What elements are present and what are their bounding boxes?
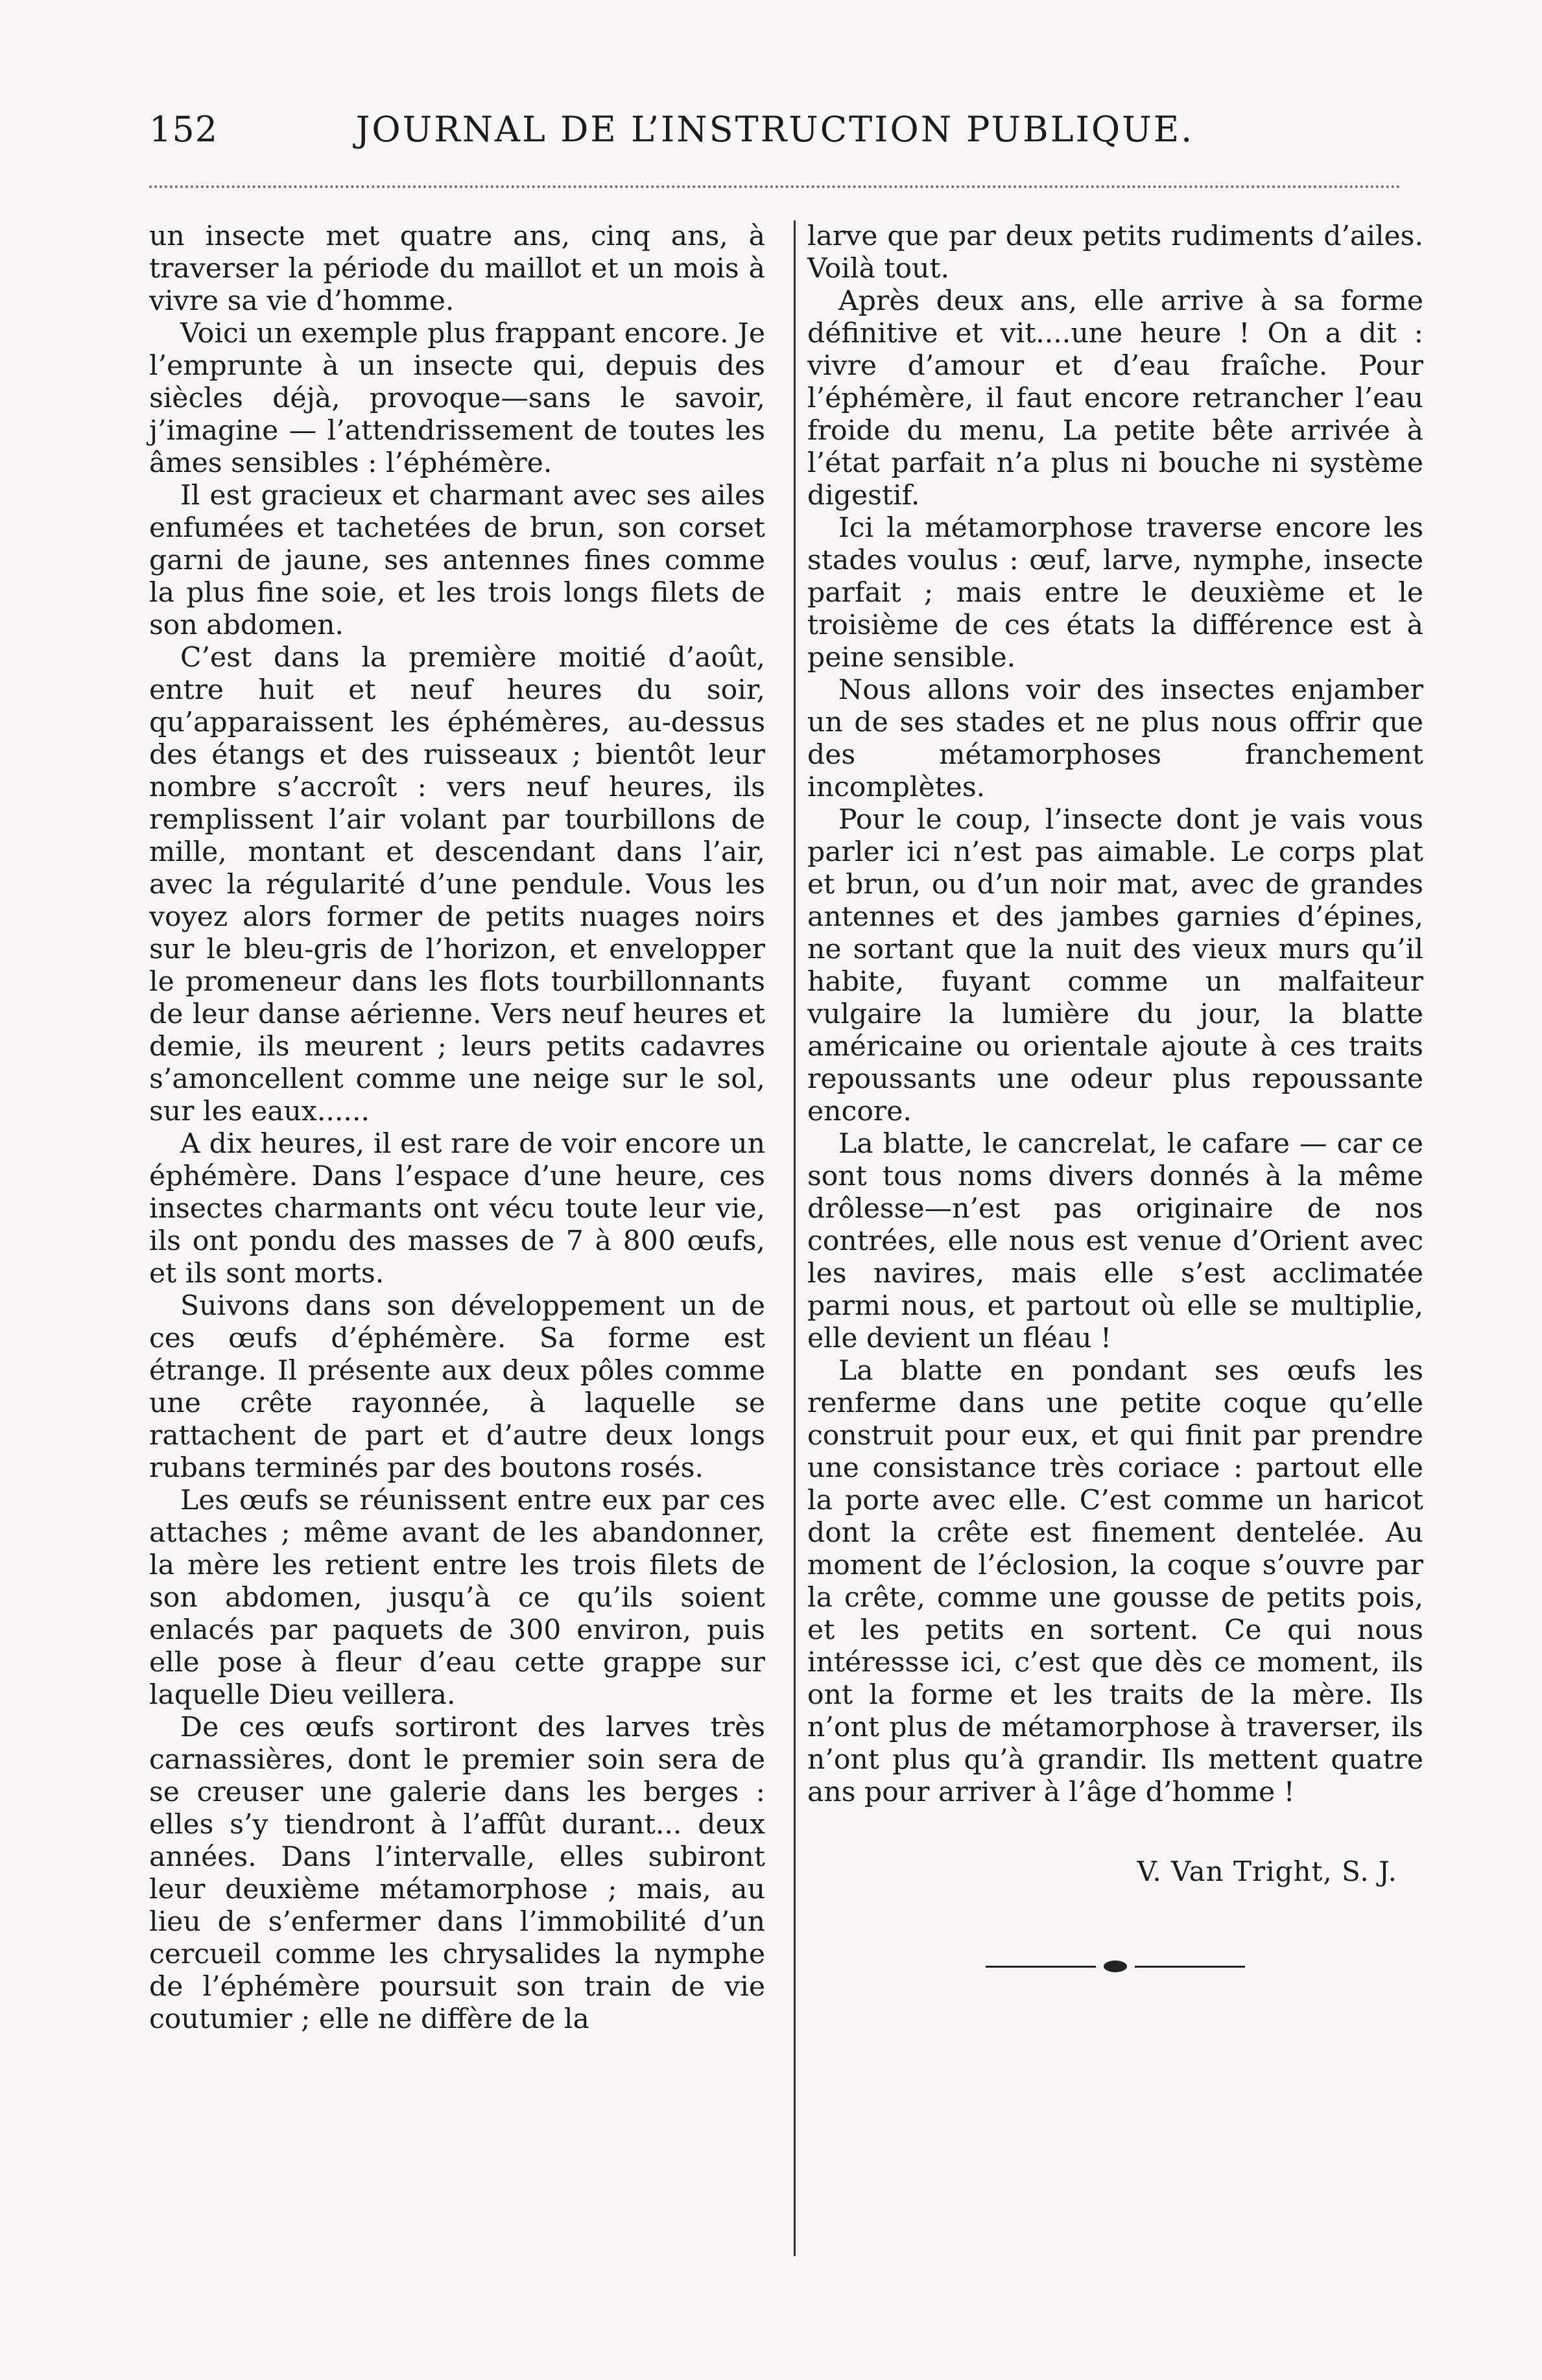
paragraph: Pour le coup, l’insecte dont je vais vous parler ici n’est pas aimable. Le corps plat et brun, ou d’un noir mat, avec de grandes antennes et des jambes garnies d’épines, ne sortant que la nuit des vieux murs qu’il habite, fuyant comme un malfaiteur vulgaire la lumière du jour, la blatte américaine ou orientale ajoute à ces traits repoussants une odeur plus repoussante encore. (807, 804, 1423, 1127)
paragraph: Suivons dans son développement un de ces œufs d’éphémère. Sa forme est étrange. Il présente aux deux pôles comme une crête rayonnée, à laquelle se rattachent de part et d’autre deux longs rubans terminés par des boutons rosés. (149, 1290, 765, 1484)
paragraph: A dix heures, il est rare de voir encore un éphémère. Dans l’espace d’une heure, ces insectes charmants ont vécu toute leur vie, ils ont pondu des masses de 7 à 800 œufs, et ils sont morts. (149, 1128, 765, 1290)
paragraph: C’est dans la première moitié d’août, entre huit et neuf heures du soir, qu’apparaissent les éphémères, au-dessus des étangs et des ruisseaux ; bientôt leur nombre s’accroît : vers neuf heures, ils remplissent l’air volant par tourbillons de mille, montant et descendant dans l’air, avec la régularité d’une pendule. Vous les voyez alors former de petits nuages noirs sur le bleu-gris de l’horizon, et envelopper le promeneur dans les flots tourbillonnants de leur danse aérienne. Vers neuf heures et demie, ils meurent ; leurs petits cadavres s’amoncellent comme une neige sur le sol, sur les eaux...... (149, 642, 765, 1127)
paragraph: Nous allons voir des insectes enjamber un de ses stades et ne plus nous offrir que des métamorphoses franchement incomplètes. (807, 674, 1423, 803)
paragraph: La blatte, le cancrelat, le cafare — car ce sont tous noms divers donnés à la même drôlesse—n’est pas originaire de nos contrées, elle nous est venue d’Orient avec les navires, mais elle s’est acclimatée parmi nous, et partout où elle se multiplie, elle devient un fléau ! (807, 1128, 1423, 1354)
ornament-line-left (986, 1966, 1096, 1968)
header-rule (149, 185, 1401, 188)
paragraph: Voici un exemple plus frappant encore. Je l’emprunte à un insecte qui, depuis des siècles déjà, provoque—sans le savoir, j’imagine — l’attendrissement de toutes les âmes sensibles : l’éphémère. (149, 318, 765, 479)
running-title: JOURNAL DE L’INSTRUCTION PUBLIQUE. (355, 109, 1194, 150)
left-column (149, 220, 765, 2036)
paragraph: La blatte en pondant ses œufs les renferme dans une petite coque qu’elle construit pour eux, et qui finit par prendre une consistance très coriace : partout elle la porte avec elle. C’est comme un haricot dont la crête est finement dentelée. Au moment de l’éclosion, la coque s’ouvre par la crête, comme une gousse de petits pois, et les petits en sortent. Ce qui nous intéressse ici, c’est que dès ce moment, ils ont la forme et les traits de la mère. Ils n’ont plus de métamorphose à traverser, ils n’ont plus qu’à grandir. Ils mettent quatre ans pour arriver à l’âge d’homme ! (807, 1355, 1423, 1808)
paragraph: De ces œufs sortiront des larves très carnassières, dont le premier soin sera de se creuser une galerie dans les berges : elles s’y tiendront à l’affût durant... deux années. Dans l’intervalle, elles subiront leur deuxième métamorphose ; mais, au lieu de s’enfermer dans l’immobilité d’un cercueil comme les chrysalides la nymphe de l’éphémère poursuit son train de vie coutumier ; elle ne diffère de la (149, 1712, 765, 2035)
end-ornament (986, 1959, 1245, 1975)
ornament-diamond-icon (1104, 1961, 1127, 1972)
page-number: 152 (149, 109, 219, 150)
paragraph: un insecte met quatre ans, cinq ans, à traverser la période du maillot et un mois à vivre sa vie d’homme. (149, 220, 765, 317)
paragraph: Ici la métamorphose traverse encore les stades voulus : œuf, larve, nymphe, insecte parfait ; mais entre le deuxième et le troisième de ces états la différence est à peine sensible. (807, 512, 1423, 674)
paragraph: Les œufs se réunissent entre eux par ces attaches ; même avant de les abandonner, la mère les retient entre les trois filets de son abdomen, jusqu’à ce qu’ils soient enlacés par paquets de 300 environ, puis elle pose à fleur d’eau cette grappe sur laquelle Dieu veillera. (149, 1485, 765, 1711)
paragraph: Il est gracieux et charmant avec ses ailes enfumées et tachetées de brun, son corset garni de jaune, ses antennes fines comme la plus fine soie, et les trois longs filets de son abdomen. (149, 480, 765, 641)
right-column (807, 220, 1423, 1975)
paragraph: larve que par deux petits rudiments d’ailes. Voilà tout. (807, 220, 1423, 285)
running-header (149, 109, 1401, 161)
ornament-line-right (1135, 1966, 1245, 1968)
paragraph: Après deux ans, elle arrive à sa forme définitive et vit....une heure ! On a dit : vivre d’amour et d’eau fraîche. Pour l’éphémère, il faut encore retrancher l’eau froide du menu, La petite bête arrivée à l’état parfait n’a plus ni bouche ni système digestif. (807, 285, 1423, 512)
column-divider (794, 220, 796, 2256)
author-signature: V. Van Tright, S. J. (1137, 1856, 1397, 1887)
